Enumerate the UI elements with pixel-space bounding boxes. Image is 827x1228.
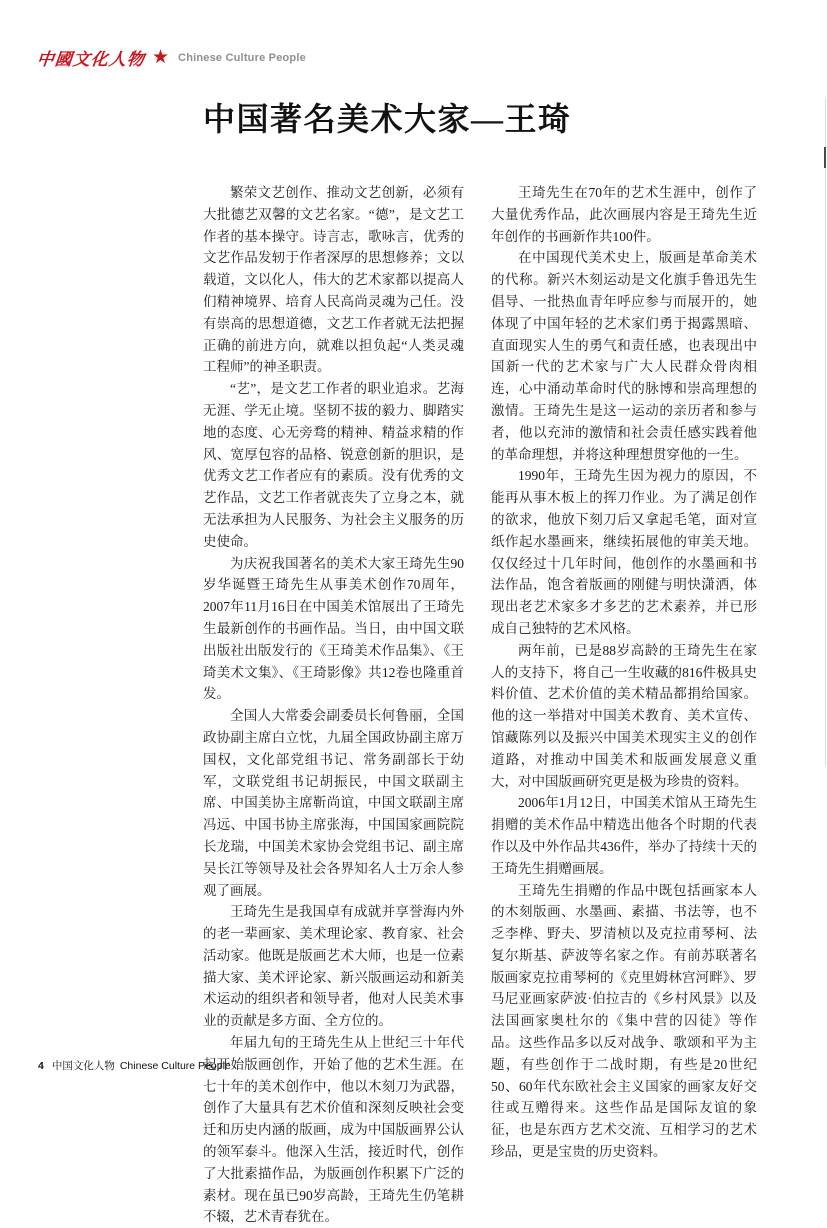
article-body xyxy=(203,182,757,1228)
paragraph: 为庆祝我国著名的美术大家王琦先生90岁华诞暨王琦先生从事美术创作70周年，2007年11月16日在中国美术馆展出了王琦先生最新创作的书画作品。当日，由中国文联出版社出版发行的《王琦美术作品集》、《王琦美术文集》、《王琦影像》共12卷也隆重首发。 xyxy=(203,555,464,702)
page-edge-line xyxy=(825,98,826,766)
paragraph: 在中国现代美术史上，版画是革命美术的代称。新兴木刻运动是文化旗手鲁迅先生倡导、一批热血青年呼应参与而展开的，她体现了中国年轻的艺术家们勇于揭露黑暗、直面现实人生的勇气和责任感，也表现出中国新一代的艺术家与广大人民群众骨肉相连，心中涌动革命时代的脉博和崇高理想的激情。王琦先生是这一运动的亲历者和参与者，他以充沛的激情和社会责任感实践着他的革命理想，并将这种理想贯穿他的一生。 xyxy=(491,250,757,462)
paragraph: 2006年1月12日，中国美术馆从王琦先生捐赠的美术作品中精选出他各个时期的代表作以及中外作品共436件，举办了持续十天的王琦先生捐赠画展。 xyxy=(491,795,757,876)
footer-magazine-name: 中国文化人物 xyxy=(51,1060,115,1072)
page-number: 4 xyxy=(38,1060,44,1072)
magazine-logo: 中國文化人物 xyxy=(35,50,146,70)
paragraph: “艺”，是文艺工作者的职业追求。艺海无涯、学无止境。坚韧不拔的毅力、脚踏实地的态度、心无旁骛的精神、精益求精的作风、宽厚包容的品格、锐意创新的胆识，是优秀文艺工作者应有的素质。没有优秀的文艺作品，文艺工作者就丧失了立身之本，就无法承担为人民服务、为社会主义服务的历史使命。 xyxy=(203,381,464,549)
left-column xyxy=(203,182,464,1228)
paragraph: 全国人大常委会副委员长何鲁丽，全国政协副主席白立忱，九届全国政协副主席万国权，文化部党组书记、常务副部长于幼军，文联党组书记胡振民，中国文联副主席、中国美协主席靳尚谊，中国文联副主席冯远、中国书协主席张海，中国国家画院院长龙瑞，中国美术家协会党组书记、副主席吴长江等领导及社会各界知名人士万余人参观了画展。 xyxy=(203,708,464,898)
footer-magazine-name-english: Chinese Culture People xyxy=(119,1060,231,1072)
paragraph: 繁荣文艺创作、推动文艺创新，必须有大批德艺双馨的文艺名家。“德”，是文艺工作者的基本操守。诗言志，歌咏言，优秀的文艺作品发轫于作者深厚的思想修养；文以载道，文以化人，伟大的艺术家都以提高人们精神境界、培育人民高尚灵魂为己任。没有崇高的思想道德，文艺工作者就无法把握正确的前进方向，就难以担负起“人类灵魂工程师”的神圣职责。 xyxy=(203,185,464,375)
paragraph: 王琦先生在70年的艺术生涯中，创作了大量优秀作品，此次画展内容是王琦先生近年创作的书画新作共100件。 xyxy=(491,185,757,244)
magazine-logo-english: Chinese Culture People xyxy=(178,51,306,64)
paragraph: 1990年，王琦先生因为视力的原因，不能再从事木板上的挥刀作业。为了满足创作的欲求，他放下刻刀后又拿起毛笔，面对宣纸作起水墨画来，继续拓展他的审美天地。仅仅经过十几年时间，他创作的水墨画和书法作品，饱含着版画的刚健与明快潇洒，体现出老艺术家多才多艺的艺术素养，并已形成自己独特的艺术风格。 xyxy=(491,468,757,636)
page-edge-mark xyxy=(824,147,826,168)
right-column xyxy=(491,182,757,1228)
masthead xyxy=(37,45,306,70)
article-title: 中国著名美术大家—王琦 xyxy=(203,101,572,137)
paragraph: 年届九旬的王琦先生从上世纪三十年代起开始版画创作，开始了他的艺术生涯。在七十年的美术创作中，他以木刻刀为武器，创作了大量具有艺术价值和深刻反映社会变迁和历史内涵的版画，成为中国版画界公认的领军泰斗。他深入生活，接近时代，创作了大批素描作品，为版画创作积累下广泛的素材。现在虽已90岁高龄，王琦先生仍笔耕不辍，艺术青春犹在。 xyxy=(203,1035,464,1225)
star-icon: ★ xyxy=(152,47,170,68)
page-footer xyxy=(38,1058,231,1073)
paragraph: 两年前，已是88岁高龄的王琦先生在家人的支持下，将自己一生收藏的816件极具史料价值、艺术价值的美术精品都捐给国家。他的这一举措对中国美术教育、美术宣传、馆藏陈列以及振兴中国美术现实主义的创作道路，对推动中国美术和版画发展意义重大，对中国版画研究更是极为珍贵的资料。 xyxy=(491,642,757,789)
paragraph: 王琦先生捐赠的作品中既包括画家本人的木刻版画、水墨画、素描、书法等，也不乏李桦、野夫、罗清桢以及克拉甫琴柯、法复尔斯基、萨波等名家之作。有前苏联著名版画家克拉甫琴柯的《克里姆林宫河畔》、罗马尼亚画家萨波·伯拉吉的《乡村风景》以及法国画家奥杜尔的《集中营的囚徒》等作品。这些作品多以反对战争、歌颂和平为主题，有些创作于二战时期，有些是20世纪50、60年代东欧社会主义国家的画家友好交往或互赠得来。这些作品是国际友谊的象征，也是东西方艺术交流、互相学习的艺术珍品，更是宝贵的历史资料。 xyxy=(491,882,757,1160)
paragraph: 王琦先生是我国卓有成就并享誉海内外的老一辈画家、美术理论家、教育家、社会活动家。他既是版画艺术大师，也是一位素描大家、美术评论家、新兴版画运动和新美术运动的组织者和领导者，他对人民美术事业的贡献是多方面、全方位的。 xyxy=(203,904,464,1029)
